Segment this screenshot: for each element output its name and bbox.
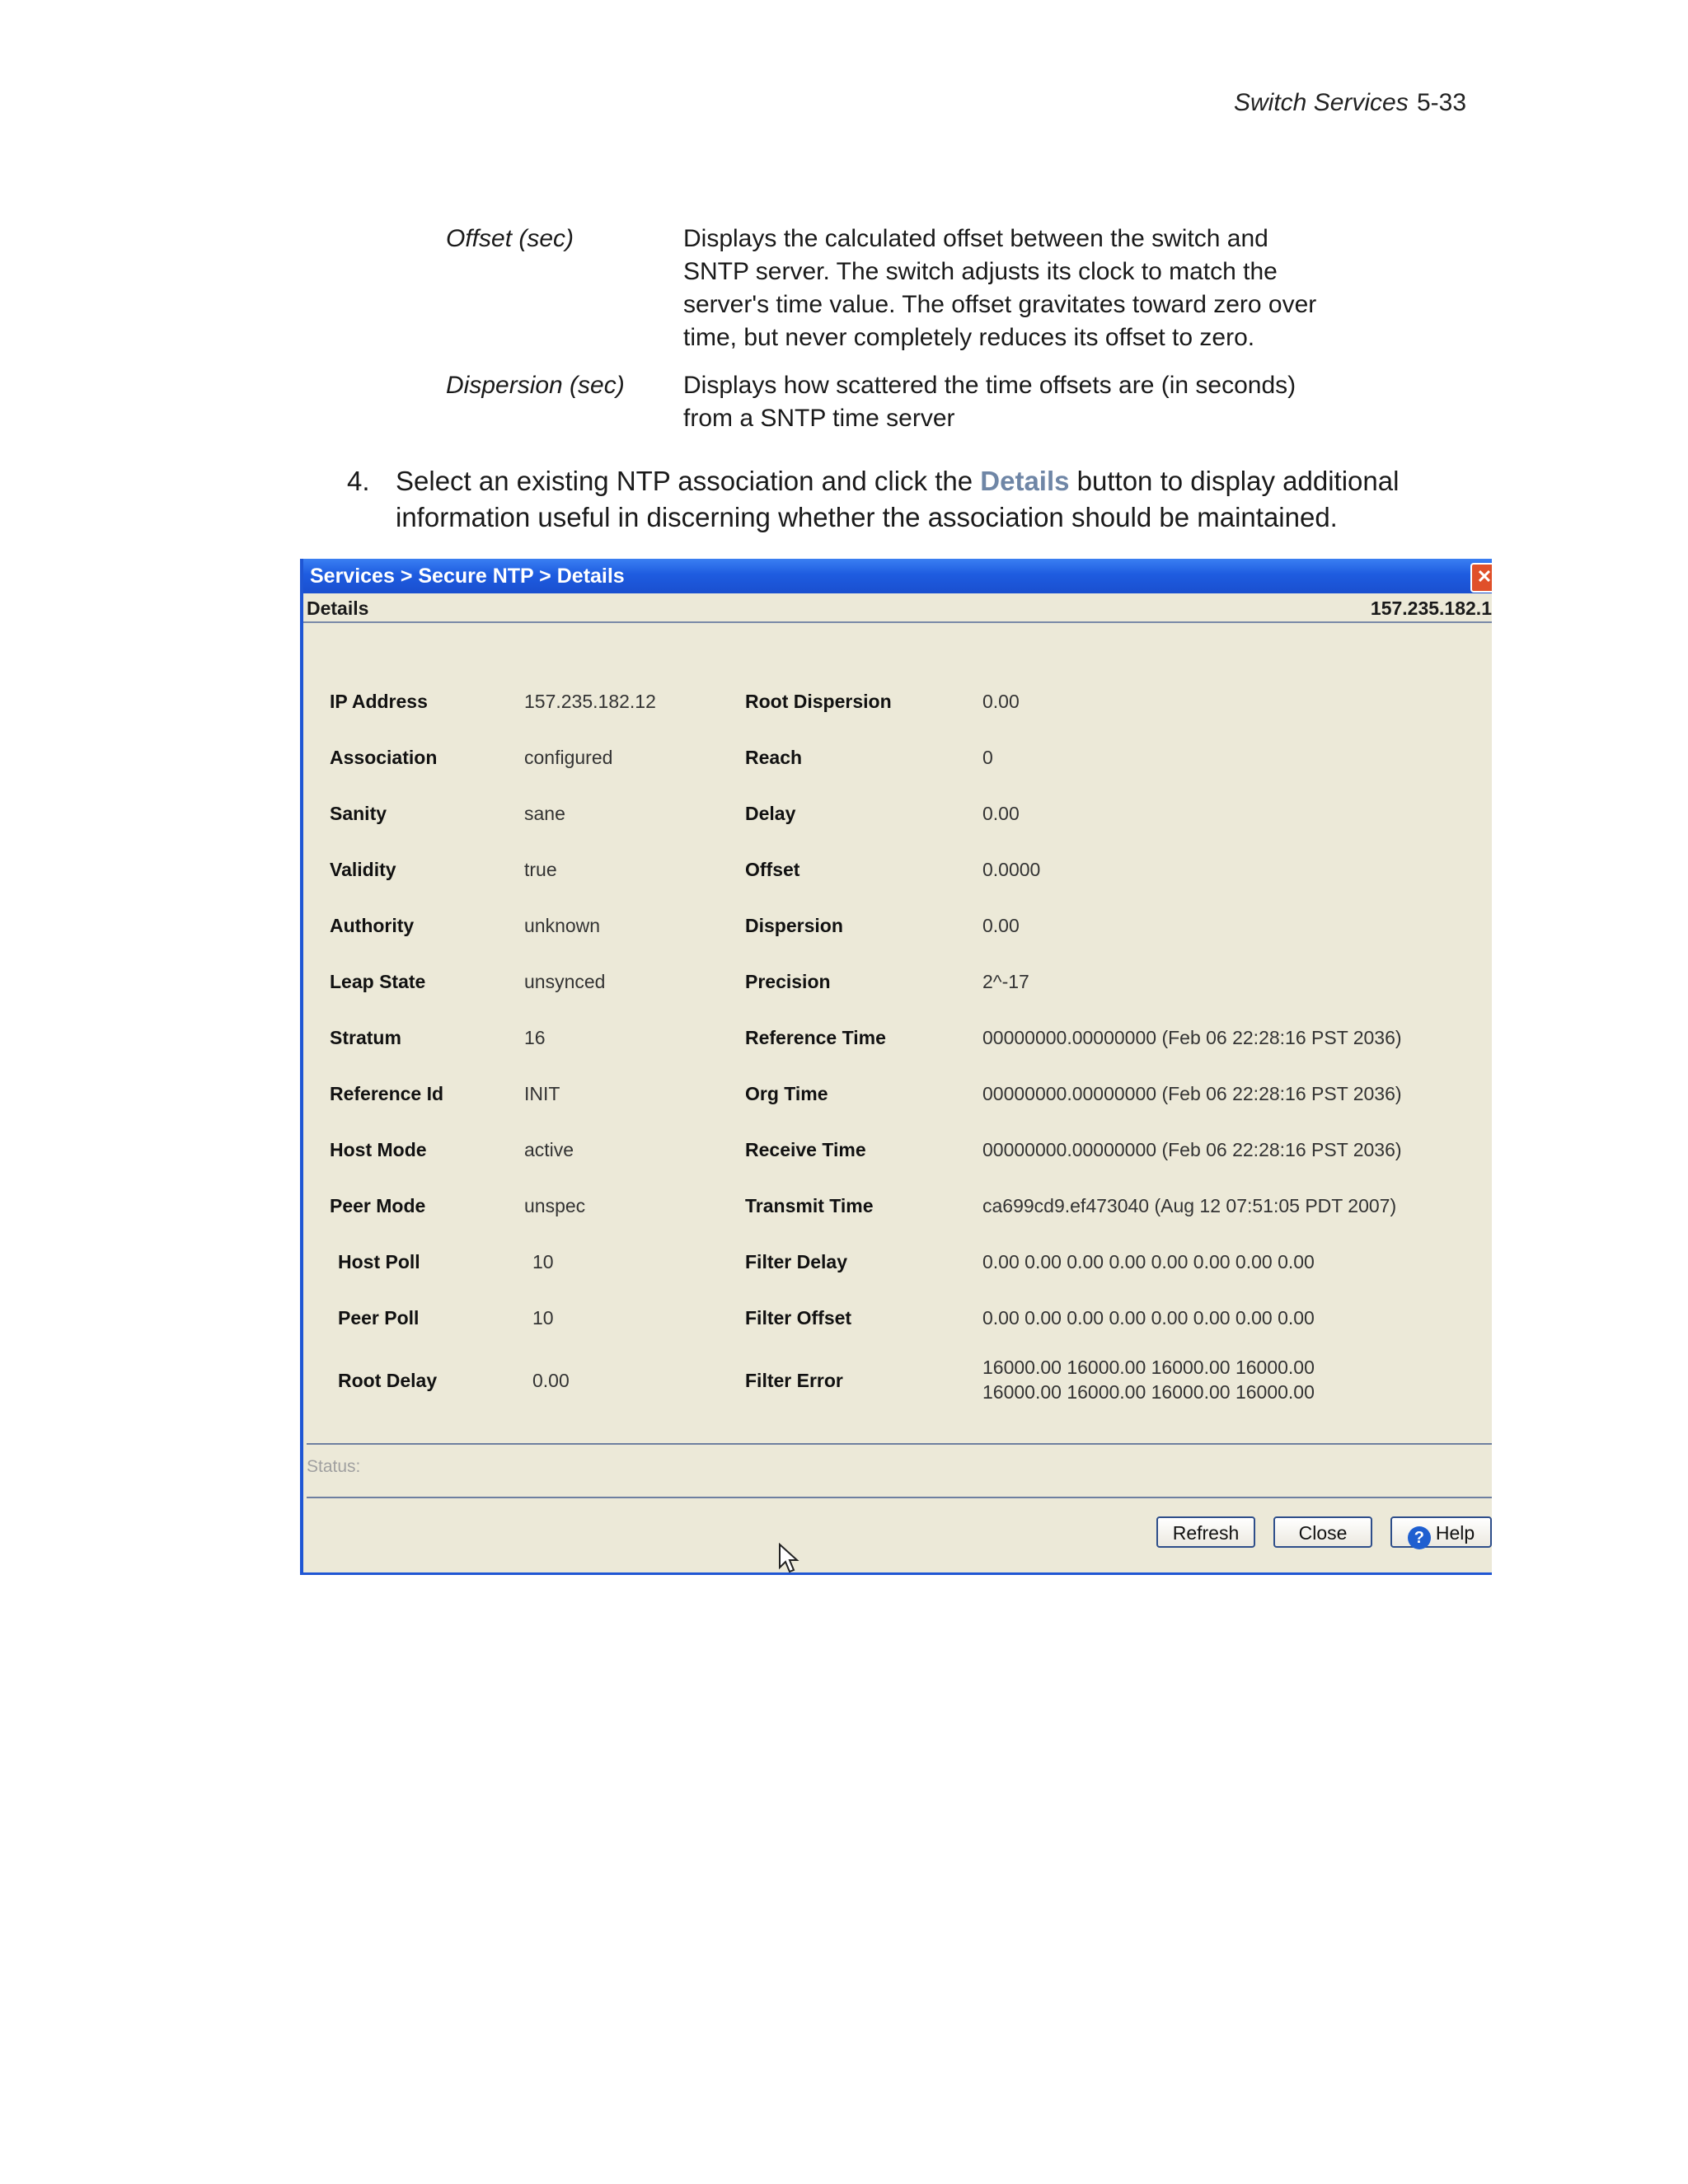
step-keyword: Details (980, 466, 1070, 496)
step-text-after: button to display additional information useful in discerning whether the association should be maintained. (396, 466, 1400, 532)
field-label: Reference Id (330, 1083, 444, 1104)
field-label: Peer Poll (338, 1307, 420, 1329)
instruction-step (347, 463, 1468, 536)
step-number: 4. (347, 466, 370, 496)
field-label: Root Delay (338, 1370, 438, 1391)
field-label: Authority (330, 915, 415, 936)
definition-description: Displays how scattered the time offsets are (in seconds) from a SNTP time server (683, 372, 1296, 432)
field-value: unspec (524, 1195, 586, 1216)
field-value: 0.0000 (982, 859, 1041, 880)
definition-list (446, 223, 1328, 450)
details-section-ip: 157.235.182.1 (1370, 598, 1492, 619)
field-label: Filter Delay (745, 1251, 847, 1272)
field-value: ca699cd9.ef473040 (Aug 12 07:51:05 PDT 2007) (982, 1195, 1397, 1216)
refresh-button[interactable]: Refresh (1156, 1516, 1255, 1548)
field-value: configured (524, 747, 613, 768)
field-label: Org Time (745, 1083, 828, 1104)
field-value: 0.00 (982, 803, 1020, 824)
field-value: 0.00 (982, 915, 1020, 936)
dialog-title: Services > Secure NTP > Details (310, 565, 625, 588)
field-value: 16 (524, 1027, 546, 1048)
field-value: 16000.00 16000.00 16000.00 16000.00 (982, 1381, 1315, 1403)
field-value: unsynced (524, 971, 606, 992)
field-label: Reach (745, 747, 803, 768)
close-icon[interactable]: ✕ (1470, 563, 1492, 593)
field-value: true (524, 859, 557, 880)
close-button[interactable]: Close (1273, 1516, 1372, 1548)
definition-term: Dispersion (sec) (446, 372, 625, 399)
running-header-section: Switch Services (1234, 89, 1409, 116)
field-label: Receive Time (745, 1139, 866, 1160)
mouse-pointer-icon (778, 1543, 799, 1574)
field-label: Peer Mode (330, 1195, 426, 1216)
field-label: Offset (745, 859, 800, 880)
field-label: Delay (745, 803, 796, 824)
step-text (396, 463, 1468, 536)
field-value: 10 (532, 1307, 554, 1329)
help-icon: ? (1408, 1526, 1431, 1549)
field-label: Precision (745, 971, 831, 992)
field-value: 0.00 0.00 0.00 0.00 0.00 0.00 0.00 0.00 (982, 1307, 1315, 1329)
field-value: 0.00 0.00 0.00 0.00 0.00 0.00 0.00 0.00 (982, 1251, 1315, 1272)
details-section-header (303, 593, 1492, 623)
field-value: 00000000.00000000 (Feb 06 22:28:16 PST 2036) (982, 1083, 1402, 1104)
field-value: sane (524, 803, 565, 824)
field-value: 2^-17 (982, 971, 1029, 992)
field-label: Host Mode (330, 1139, 427, 1160)
field-value: active (524, 1139, 574, 1160)
field-value: INIT (524, 1083, 560, 1104)
status-label: Status: (307, 1457, 361, 1476)
field-value: 0.00 (532, 1370, 570, 1391)
definition-description: Displays the calculated offset between the switch and SNTP server. The switch adjusts its clock to match the server's time value. The offset gravitates toward zero over time, but never completely reduces its offset to zero. (683, 225, 1317, 351)
field-value: 00000000.00000000 (Feb 06 22:28:16 PST 2036) (982, 1139, 1402, 1160)
field-label: Reference Time (745, 1027, 886, 1048)
definition-row (446, 369, 1328, 435)
field-value: 0.00 (982, 691, 1020, 712)
field-label: Stratum (330, 1027, 401, 1048)
field-label: Transmit Time (745, 1195, 874, 1216)
field-label: Association (330, 747, 438, 768)
field-value: 16000.00 16000.00 16000.00 16000.00 (982, 1357, 1315, 1378)
field-label: Filter Error (745, 1370, 843, 1391)
field-label: IP Address (330, 691, 428, 712)
step-text-before: Select an existing NTP association and click the (396, 466, 981, 496)
divider (307, 1443, 1492, 1445)
field-label: Validity (330, 859, 396, 880)
field-value: unknown (524, 915, 601, 936)
field-label: Sanity (330, 803, 387, 824)
field-label: Filter Offset (745, 1307, 852, 1329)
field-value: 157.235.182.12 (524, 691, 656, 712)
divider (307, 1497, 1492, 1498)
field-label: Root Dispersion (745, 691, 892, 712)
dialog-titlebar (303, 559, 1492, 593)
field-label: Leap State (330, 971, 426, 992)
help-button[interactable] (1390, 1516, 1492, 1548)
details-section-label: Details (307, 598, 369, 619)
page-number: 5-33 (1417, 89, 1467, 116)
field-value: 00000000.00000000 (Feb 06 22:28:16 PST 2036) (982, 1027, 1402, 1048)
field-label: Dispersion (745, 915, 843, 936)
field-value: 10 (532, 1251, 554, 1272)
definition-row (446, 223, 1328, 354)
help-button-label: Help (1435, 1522, 1475, 1544)
definition-term: Offset (sec) (446, 225, 574, 252)
field-value: 0 (982, 747, 993, 768)
details-dialog (300, 559, 1492, 1575)
field-label: Host Poll (338, 1251, 420, 1272)
